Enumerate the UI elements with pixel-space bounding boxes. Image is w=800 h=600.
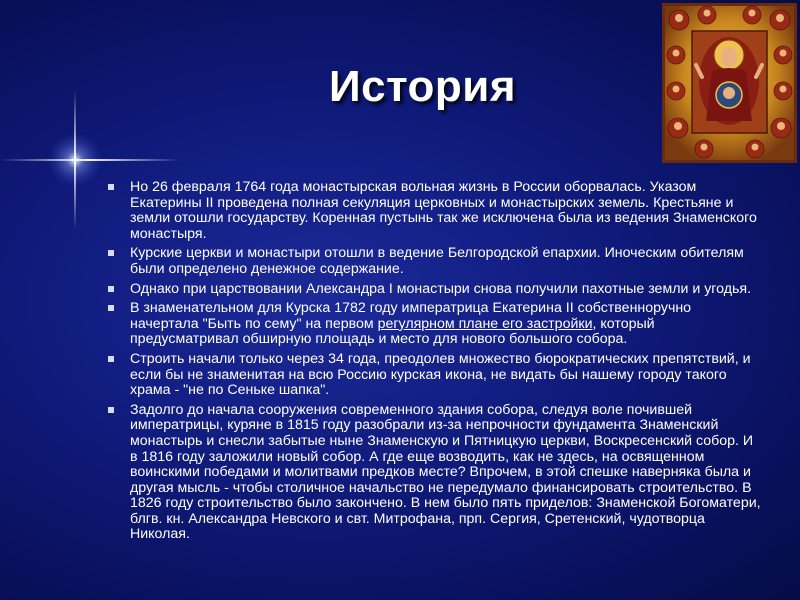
list-item: [108, 301, 763, 348]
item-text: Задолго до начала сооружения современного здания собора, следуя воле почившей императрицы, куряне в 1815 году разобрали из-за непрочности фундамента Знаменский монастырь и снесли забытые ныне Знаменскую и Пятницкую церкви, Воскресенский собор. И в 1816 году заложили новый собор. А где еще возводить, как не здесь, на освященном воинскими победами и молитвами предков месте? Впрочем, в этой спешке наверняка была и другая мысль - чтобы столичное начальство не передумало финансировать строительство. В 1826 году строительство было закончено. В нем было пять приделов: Знаменской Богоматери, блгв. кн. Александра Невского и свт. Митрофана, прп. Сергия, Сретенский, чудотворца Николая.: [130, 401, 761, 543]
bullet-icon: [108, 286, 114, 292]
bullet-icon: [108, 250, 114, 256]
item-text: Однако при царствовании Александра I монастыри снова получили пахотные земли и угодья.: [130, 280, 752, 297]
item-text-before: В знаменательном для Курска 1782 году императрица Екатерина II собственноручно начертала "Быть по сему" на первом: [130, 300, 692, 332]
bullet-icon: [108, 356, 114, 362]
list-item: [108, 246, 763, 277]
city-plan-link[interactable]: регулярном плане его застройки: [377, 315, 593, 332]
item-text: Но 26 февраля 1764 года монастырская вольная жизнь в России оборвалась. Указом Екатерины II проведена полная секуляция церковных и монастырских земель. Крестьяне и земли отошли государству. Коренная пустынь так же исключена была из ведения Знаменского монастыря.: [130, 179, 757, 242]
item-text-after: , который предусматривал обширную площадь и место для нового большого собора.: [130, 315, 655, 348]
slide-title: История: [328, 62, 517, 111]
bullet-icon: [108, 184, 114, 190]
content-list: [108, 180, 763, 547]
list-item: [108, 403, 763, 543]
item-text: Строить начали только через 34 года, преодолев множество бюрократических препятствий, и если бы не знаменитая на всю Россию курская икона, не видать бы нашему городу такого храма - "не по Сеньке шапка".: [130, 350, 751, 399]
list-item: [108, 352, 763, 399]
bullet-icon: [108, 305, 114, 311]
icon-painting-icon: [662, 3, 797, 163]
item-text: Курские церкви и монастыри отошли в ведение Белгородской епархии. Иноческим обителям были определено денежное содержание.: [130, 245, 744, 277]
list-item: [108, 180, 763, 242]
bullet-icon: [108, 407, 114, 413]
list-item: [108, 282, 763, 298]
